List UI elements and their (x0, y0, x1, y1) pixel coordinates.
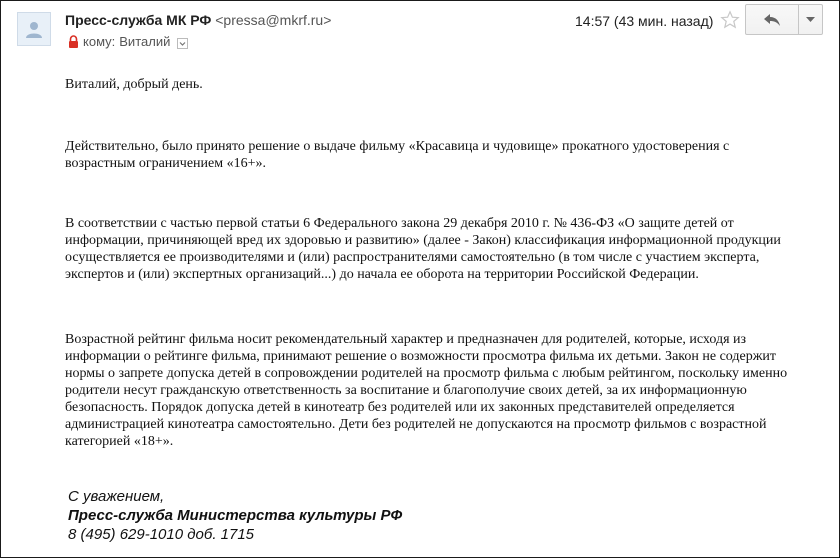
signature (68, 487, 402, 544)
triangle-down-icon (806, 17, 815, 23)
reply-button-group (745, 4, 823, 35)
lock-icon (68, 35, 79, 49)
chevron-down-icon[interactable] (177, 38, 188, 49)
message-paragraph-1: Действительно, было принято решение о выдаче фильму «Красавица и чудовище» прокатного удостоверения с возрастным ограничением «16+». (65, 139, 730, 171)
more-options-button[interactable] (799, 5, 822, 34)
message-time: 14:57 (43 мин. назад) (575, 13, 714, 29)
signature-phone: 8 (495) 629-1010 доб. 1715 (68, 526, 255, 543)
message-paragraph-3: Возрастной рейтинг фильма носит рекомендательный характер и предназначен для родителей, которые, исходя из информации о рейтинге фильма, принимают решение о возможности просмотра фильма их детьми. Закон не содержит нормы о запрете допуска детей в сопровождении родителей на просмотр фильма с любым рейтингом, поскольку именно родители несут гражданскую ответственность за воспитание и благополучие своих детей, за их информационную безопасность. Порядок допуска детей в кинотеатр без родителей или их законных представителей определяется администрацией кинотеатра самостоятельно. Дети без родителей не допускаются на просмотр фильмов с возрастной категорией «18+». (65, 332, 788, 449)
signature-closing: С уважением, (68, 488, 165, 505)
sender-line (65, 11, 331, 29)
reply-arrow-icon (763, 13, 781, 27)
sender-avatar[interactable] (17, 12, 51, 46)
recipient-line (68, 34, 188, 50)
message-paragraph-2: В соответствии с частью первой статьи 6 Федерального закона 29 декабря 2010 г. № 436-ФЗ «О защите детей от информации, причиняющей вред их здоровью и развитию» (далее - Закон) классификация информационной продукции осуществляется ее производителями и (или) распространителями самостоятельно (в том числе с участием эксперта, экспертов и (или) экспертных организаций...) до начала ее оборота на территории Российской Федерации. (65, 216, 781, 282)
person-icon (23, 18, 45, 40)
recipient-name: Виталий (119, 34, 171, 49)
sender-name[interactable]: Пресс-служба МК РФ (65, 12, 212, 28)
recipient-prefix: кому: (83, 34, 116, 49)
sender-email: <pressa@mkrf.ru> (215, 12, 332, 28)
reply-button[interactable] (746, 5, 799, 34)
star-icon[interactable] (720, 10, 740, 30)
signature-organization: Пресс-служба Министерства культуры РФ (68, 507, 403, 524)
message-greeting: Виталий, добрый день. (65, 77, 203, 92)
